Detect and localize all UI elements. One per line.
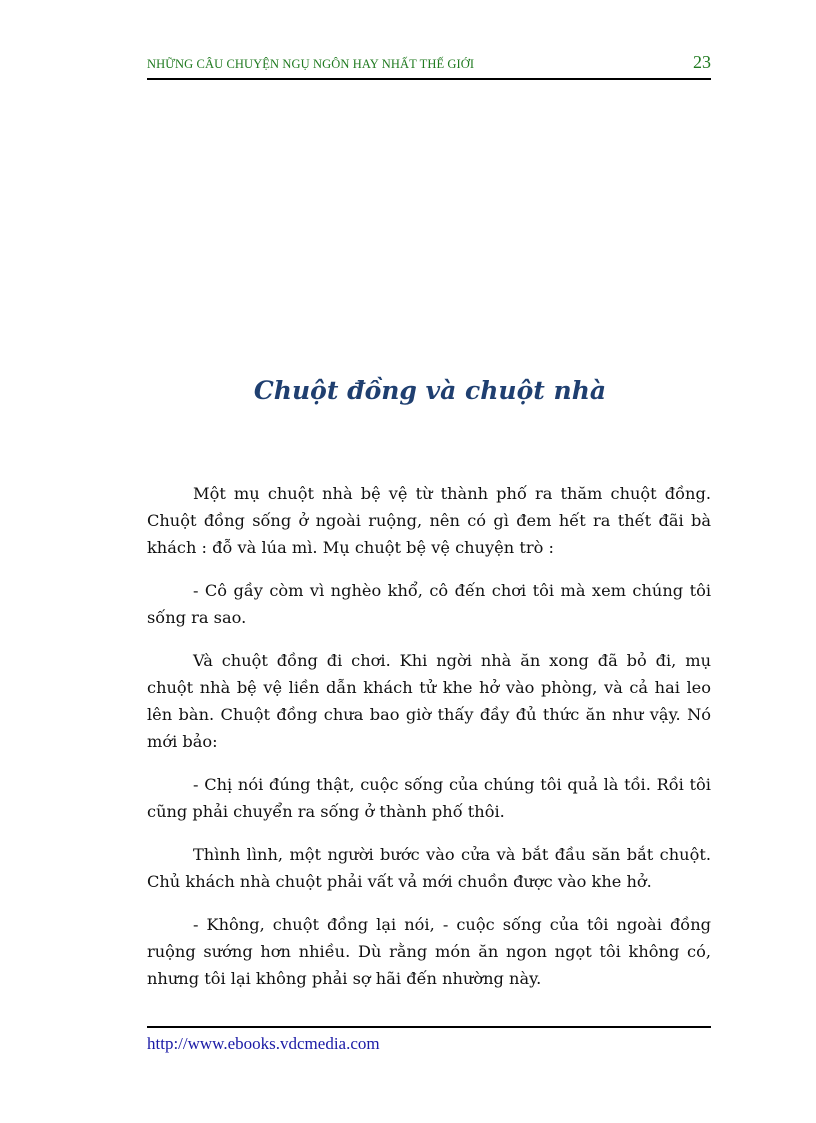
footer-divider [147,1026,711,1028]
paragraph: Một mụ chuột nhà bệ vệ từ thành phố ra thăm chuột đồng. Chuột đồng sống ở ngoài ruộng, nên có gì đem hết ra thết đãi bà khách : đỗ và lúa mì. Mụ chuột bệ vệ chuyện trò : [147,484,711,557]
paragraph: - Không, chuột đồng lại nói, - cuộc sống của tôi ngoài đồng ruộng sướng hơn nhiều. Dù rằng món ăn ngon ngọt tôi không có, nhưng tôi lại không phải sợ hãi đến nhường này. [147,915,711,988]
footer-link[interactable]: http://www.ebooks.vdcmedia.com [147,1034,380,1053]
book-title: NHỮNG CÂU CHUYỆN NGỤ NGÔN HAY NHẤT THẾ GIỚI [147,57,475,71]
story-title: Chuột đồng và chuột nhà [253,376,607,405]
paragraph: Và chuột đồng đi chơi. Khi ngời nhà ăn xong đã bỏ đi, mụ chuột nhà bệ vệ liền dẫn khách tử khe hở vào phòng, và cả hai leo lên bàn. Chuột đồng chưa bao giờ thấy đầy đủ thức ăn như vậy. Nó mới bảo: [147,651,711,751]
running-header [147,52,711,80]
paragraph: - Chị nói đúng thật, cuộc sống của chúng tôi quả là tồi. Rồi tôi cũng phải chuyển ra sống ở thành phố thôi. [147,775,711,821]
page-number: 23 [693,52,711,72]
paragraph: - Cô gầy còm vì nghèo khổ, cô đến chơi tôi mà xem chúng tôi sống ra sao. [147,581,711,627]
paragraph: Thình lình, một người bước vào cửa và bắt đầu săn bắt chuột. Chủ khách nhà chuột phải vất vả mới chuồn được vào khe hở. [147,845,711,891]
story-body [147,480,711,1008]
